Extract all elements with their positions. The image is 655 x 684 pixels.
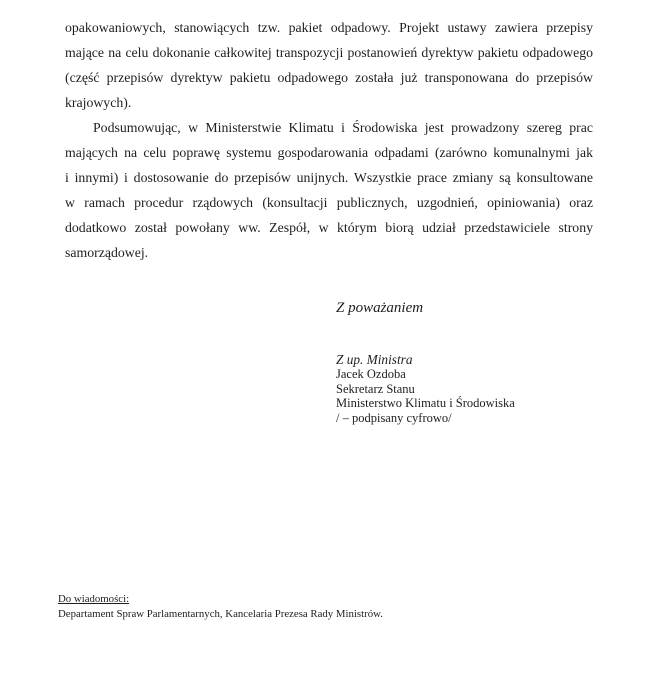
cc-block <box>58 592 383 622</box>
text-line: Podsumowując, w Ministerstwie Klimatu i Środowiska jest prowadzony szereg prac <box>93 120 593 135</box>
cc-recipients: Departament Spraw Parlamentarnych, Kancelaria Prezesa Rady Ministrów. <box>58 608 383 620</box>
text-line: opakowaniowych, stanowiących tzw. pakiet odpadowy. Projekt ustawy zawiera przepisy <box>65 20 593 35</box>
text-line: mających na celu poprawę systemu gospodarowania odpadami (zarówno komunalnymi jak <box>65 145 593 160</box>
signature-digital-note: / – podpisany cyfrowo/ <box>336 410 452 425</box>
text-line: w ramach procedur rządowych (konsultacji publicznych, uzgodnień, opiniowania) oraz <box>65 195 593 210</box>
paragraph-summary <box>65 115 593 265</box>
text-line: samorządowej. <box>65 245 149 260</box>
text-line: i innymi) i dostosowanie do przepisów unijnych. Wszystkie prace zmiany są konsultowane <box>65 170 593 185</box>
text-line: krajowych). <box>65 95 132 110</box>
signature-name: Jacek Ozdoba <box>336 367 406 382</box>
signature-title: Sekretarz Stanu <box>336 381 415 396</box>
text-line: (część przepisów dyrektyw pakietu odpadowego została już transponowana do przepisów <box>65 70 593 85</box>
closing-salutation: Z poważaniem <box>336 300 424 316</box>
cc-heading: Do wiadomości: <box>58 593 130 605</box>
paragraph-waste-package <box>65 15 593 115</box>
letter-body <box>65 15 593 265</box>
signature-block <box>336 353 515 425</box>
signature-authorization: Z up. Ministra <box>336 352 413 367</box>
signature-organization: Ministerstwo Klimatu i Środowiska <box>336 396 515 411</box>
text-line: dodatkowo został powołany ww. Zespół, w którym biorą udział przedstawiciele strony <box>65 220 593 235</box>
text-line: mające na celu dokonanie całkowitej transpozycji postanowień dyrektyw pakietu odpadowego <box>65 45 593 60</box>
